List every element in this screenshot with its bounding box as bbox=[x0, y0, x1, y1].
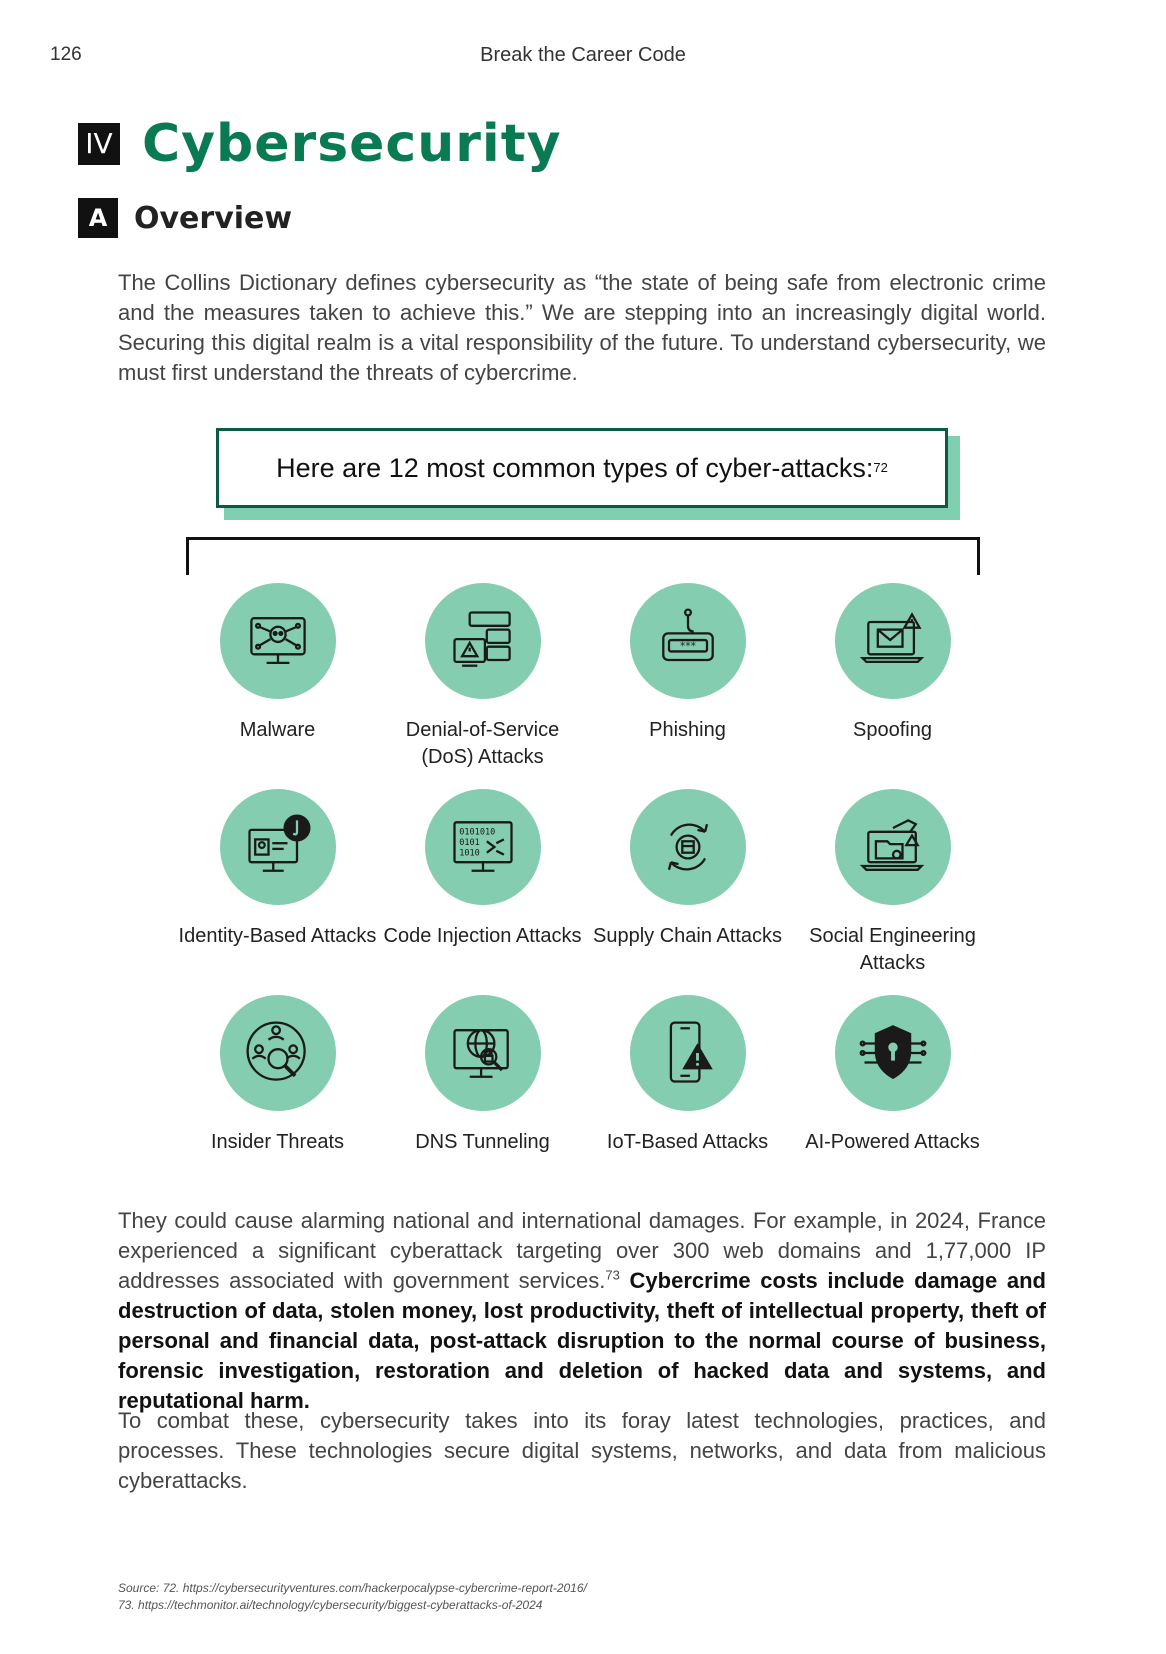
attack-label: IoT-Based Attacks bbox=[606, 1131, 769, 1153]
attack-label: Code Injection Attacks bbox=[383, 925, 582, 947]
attack-label: Identity-Based Attacks bbox=[178, 925, 377, 947]
attack-item bbox=[790, 995, 995, 1201]
attack-label: Supply Chain Attacks bbox=[593, 925, 782, 947]
icon-circle bbox=[835, 789, 951, 905]
intro-paragraph: The Collins Dictionary defines cybersecurity as “the state of being safe from electronic crime and the measures taken to achieve this.” We are stepping into an increasingly digital world. Securing this digital realm is a vital responsibility of the future. To understand cybersecurity, we must first understand the threats of cybercrime. bbox=[118, 270, 1046, 385]
globe-lock-monitor-icon bbox=[445, 1015, 521, 1091]
page-number: 126 bbox=[50, 44, 82, 65]
attack-types-grid bbox=[175, 583, 995, 1201]
icon-circle bbox=[630, 583, 746, 699]
icon-circle bbox=[835, 583, 951, 699]
icon-circle bbox=[835, 995, 951, 1111]
sources-footnote bbox=[118, 1580, 587, 1614]
attack-label: Social Engineering Attacks bbox=[809, 925, 976, 974]
binary-code-monitor-icon bbox=[445, 809, 521, 885]
body-paragraph-1 bbox=[118, 1206, 1046, 1416]
bracket-connector bbox=[186, 537, 980, 575]
running-title: Break the Career Code bbox=[480, 44, 686, 66]
icon-circle bbox=[425, 789, 541, 905]
phone-warning-icon bbox=[650, 1015, 726, 1091]
attack-item bbox=[380, 995, 585, 1201]
insider-magnifier-people-icon bbox=[240, 1015, 316, 1091]
callout-text: Here are 12 most common types of cyber-attacks: bbox=[276, 452, 874, 483]
chapter-numeral-badge: IV bbox=[78, 123, 120, 165]
icon-circle bbox=[220, 789, 336, 905]
identity-hook-monitor-icon bbox=[240, 809, 316, 885]
icon-circle bbox=[220, 583, 336, 699]
icon-circle bbox=[425, 995, 541, 1111]
attack-item bbox=[175, 789, 380, 995]
body-paragraph-1-text: They could cause alarming national and international damages. For example, in 2024, France experienced a significant cyberattack targeting over 300 web domains and 1,77,000 IP addresses associated with government services. bbox=[118, 1208, 1046, 1293]
icon-circle bbox=[630, 995, 746, 1111]
attack-label: Spoofing bbox=[853, 719, 932, 741]
svg-text:0101010: 0101010 bbox=[458, 827, 495, 838]
svg-text:0101: 0101 bbox=[458, 838, 480, 849]
supply-chain-cycle-icon bbox=[650, 809, 726, 885]
section-letter-badge: A bbox=[78, 198, 118, 238]
icon-circle bbox=[220, 995, 336, 1111]
password-hook-icon bbox=[650, 603, 726, 679]
attack-item bbox=[380, 583, 585, 789]
shield-keyhole-circuit-icon bbox=[855, 1015, 931, 1091]
attack-label: Phishing bbox=[649, 719, 726, 741]
attack-item bbox=[380, 789, 585, 995]
attack-label: AI-Powered Attacks bbox=[805, 1131, 980, 1153]
icon-circle bbox=[425, 583, 541, 699]
icon-circle bbox=[630, 789, 746, 905]
attack-item bbox=[175, 995, 380, 1201]
attack-item bbox=[175, 583, 380, 789]
malware-skull-monitor-icon bbox=[240, 603, 316, 679]
laptop-email-warning-icon bbox=[855, 603, 931, 679]
attack-item bbox=[585, 789, 790, 995]
callout-box: Here are 12 most common types of cyber-attacks: 72 bbox=[216, 428, 948, 508]
svg-text:***: *** bbox=[679, 640, 696, 653]
section-title: Overview bbox=[134, 200, 293, 236]
attack-label: Malware bbox=[239, 719, 316, 741]
body-paragraph-1-bold: Cybercrime costs include damage and destruction of data, stolen money, lost productivity, theft of intellectual property, theft of personal and financial data, post-attack disruption to the normal course of business, forensic investigation, restoration and deletion of hacked data and systems, and reputational harm. bbox=[118, 1268, 1046, 1413]
attack-item bbox=[585, 995, 790, 1201]
attack-item bbox=[585, 583, 790, 789]
attack-label: Denial-of-Service (DoS) Attacks bbox=[405, 719, 560, 768]
section-heading bbox=[78, 198, 292, 238]
attack-label: DNS Tunneling bbox=[415, 1131, 550, 1153]
body-paragraph-2: To combat these, cybersecurity takes into its foray latest technologies, practices, and processes. These technologies secure digital systems, networks, and data from malicious cyberattacks. bbox=[118, 1408, 1046, 1493]
attack-item bbox=[790, 789, 995, 995]
source-line-72: Source: 72. https://cybersecurityventures.com/hackerpocalypse-cybercrime-report-2016/ bbox=[118, 1581, 587, 1595]
footnote-ref-73: 73 bbox=[605, 1267, 620, 1283]
chapter-title: Cybersecurity bbox=[142, 114, 562, 174]
svg-text:1010: 1010 bbox=[458, 848, 480, 859]
source-line-73: 73. https://techmonitor.ai/technology/cybersecurity/biggest-cyberattacks-of-2024 bbox=[118, 1598, 543, 1612]
attack-item bbox=[790, 583, 995, 789]
laptop-hand-folder-icon bbox=[855, 809, 931, 885]
server-warning-icon bbox=[445, 603, 521, 679]
chapter-heading bbox=[78, 114, 561, 174]
attack-label: Insider Threats bbox=[210, 1131, 345, 1153]
